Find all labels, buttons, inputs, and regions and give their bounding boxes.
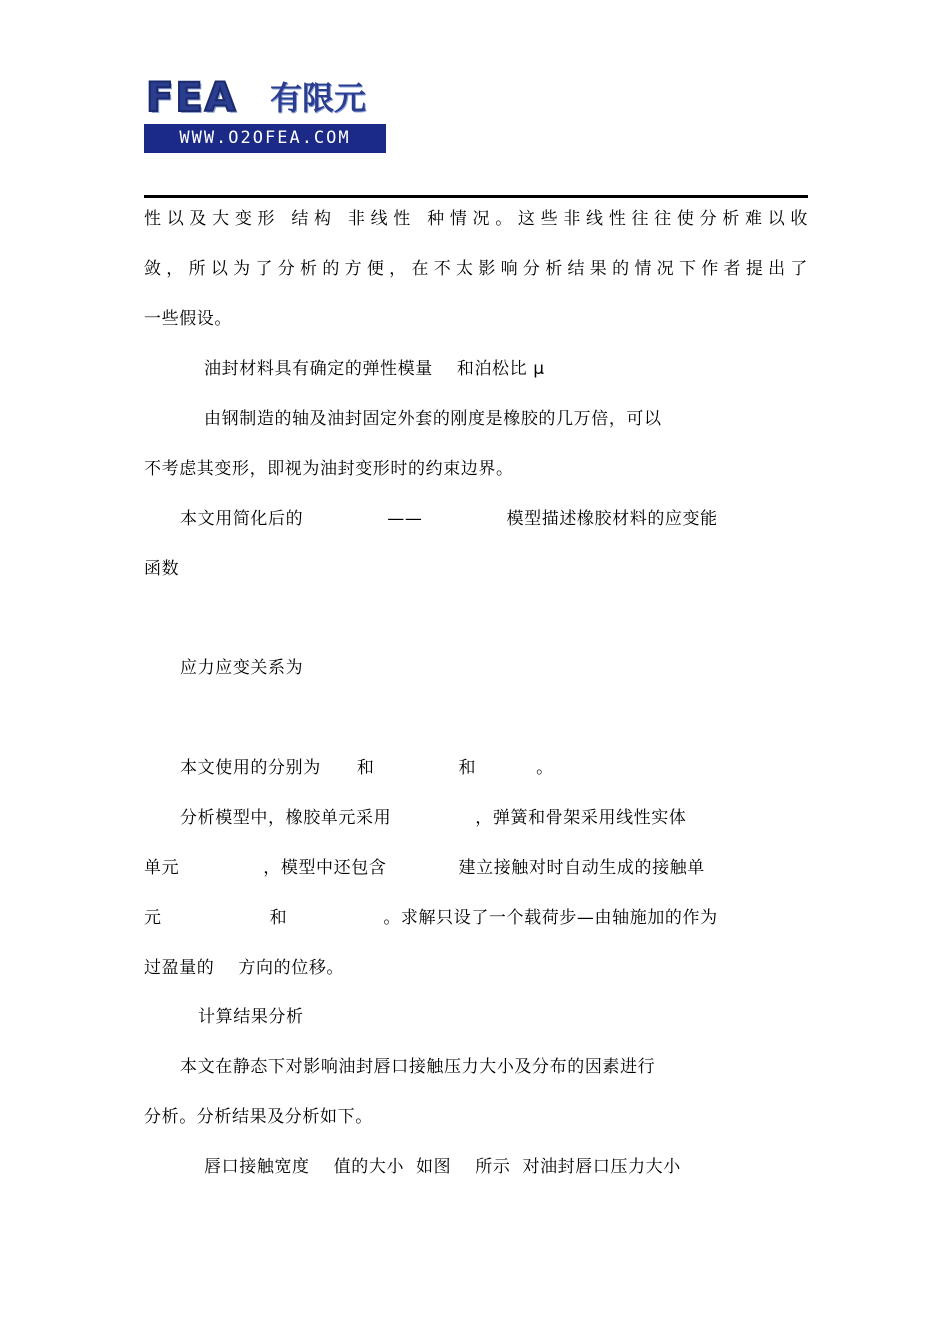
body-line-14: 过盈量的 方向的位移。 <box>144 958 345 978</box>
body-line-7: 本文用简化后的 —— 模型描述橡胶材料的应变能 <box>144 509 718 529</box>
logo-fea-text: FEA <box>146 75 238 121</box>
body-line-10: 本文使用的分别为 和 和 。 <box>144 758 554 778</box>
body-line-18: 唇口接触宽度 值的大小 如图 所示 对油封唇口压力大小 <box>144 1157 681 1177</box>
body-line-2: 敛，所以为了分析的方便，在不太影响分析结果的情况下作者提出了 <box>144 259 808 279</box>
body-line-6: 不考虑其变形，即视为油封变形时的约束边界。 <box>144 459 514 479</box>
section-heading: 计算结果分析 <box>144 1007 304 1027</box>
body-line-13: 元 和 。求解只设了一个载荷步—由轴施加的作为 <box>144 908 718 928</box>
body-line-5: 由钢制造的轴及油封固定外套的刚度是橡胶的几万倍，可以 <box>144 409 662 429</box>
header-divider <box>144 195 808 198</box>
fea-logo <box>144 72 386 153</box>
body-line-3: 一些假设。 <box>144 309 232 329</box>
logo-chinese-text: 有限元 <box>270 79 367 117</box>
body-line-17: 分析。分析结果及分析如下。 <box>144 1107 373 1127</box>
body-line-8: 函数 <box>144 559 180 579</box>
body-line-12: 单元 ，模型中还包含 建立接触对时自动生成的接触单 <box>144 858 705 878</box>
body-line-9: 应力应变关系为 <box>144 658 304 678</box>
body-line-11: 分析模型中，橡胶单元采用 ，弹簧和骨架采用线性实体 <box>144 808 687 828</box>
body-line-1: 性以及大变形 结构 非线性 种情况。这些非线性往往使分析难以收 <box>144 209 808 229</box>
body-line-16: 本文在静态下对影响油封唇口接触压力大小及分布的因素进行 <box>144 1057 656 1077</box>
logo-banner <box>144 72 386 124</box>
body-line-4: 油封材料具有确定的弹性模量 和泊松比 μ <box>144 359 545 379</box>
logo-url-bar: WWW.O2OFEA.COM <box>144 124 386 153</box>
